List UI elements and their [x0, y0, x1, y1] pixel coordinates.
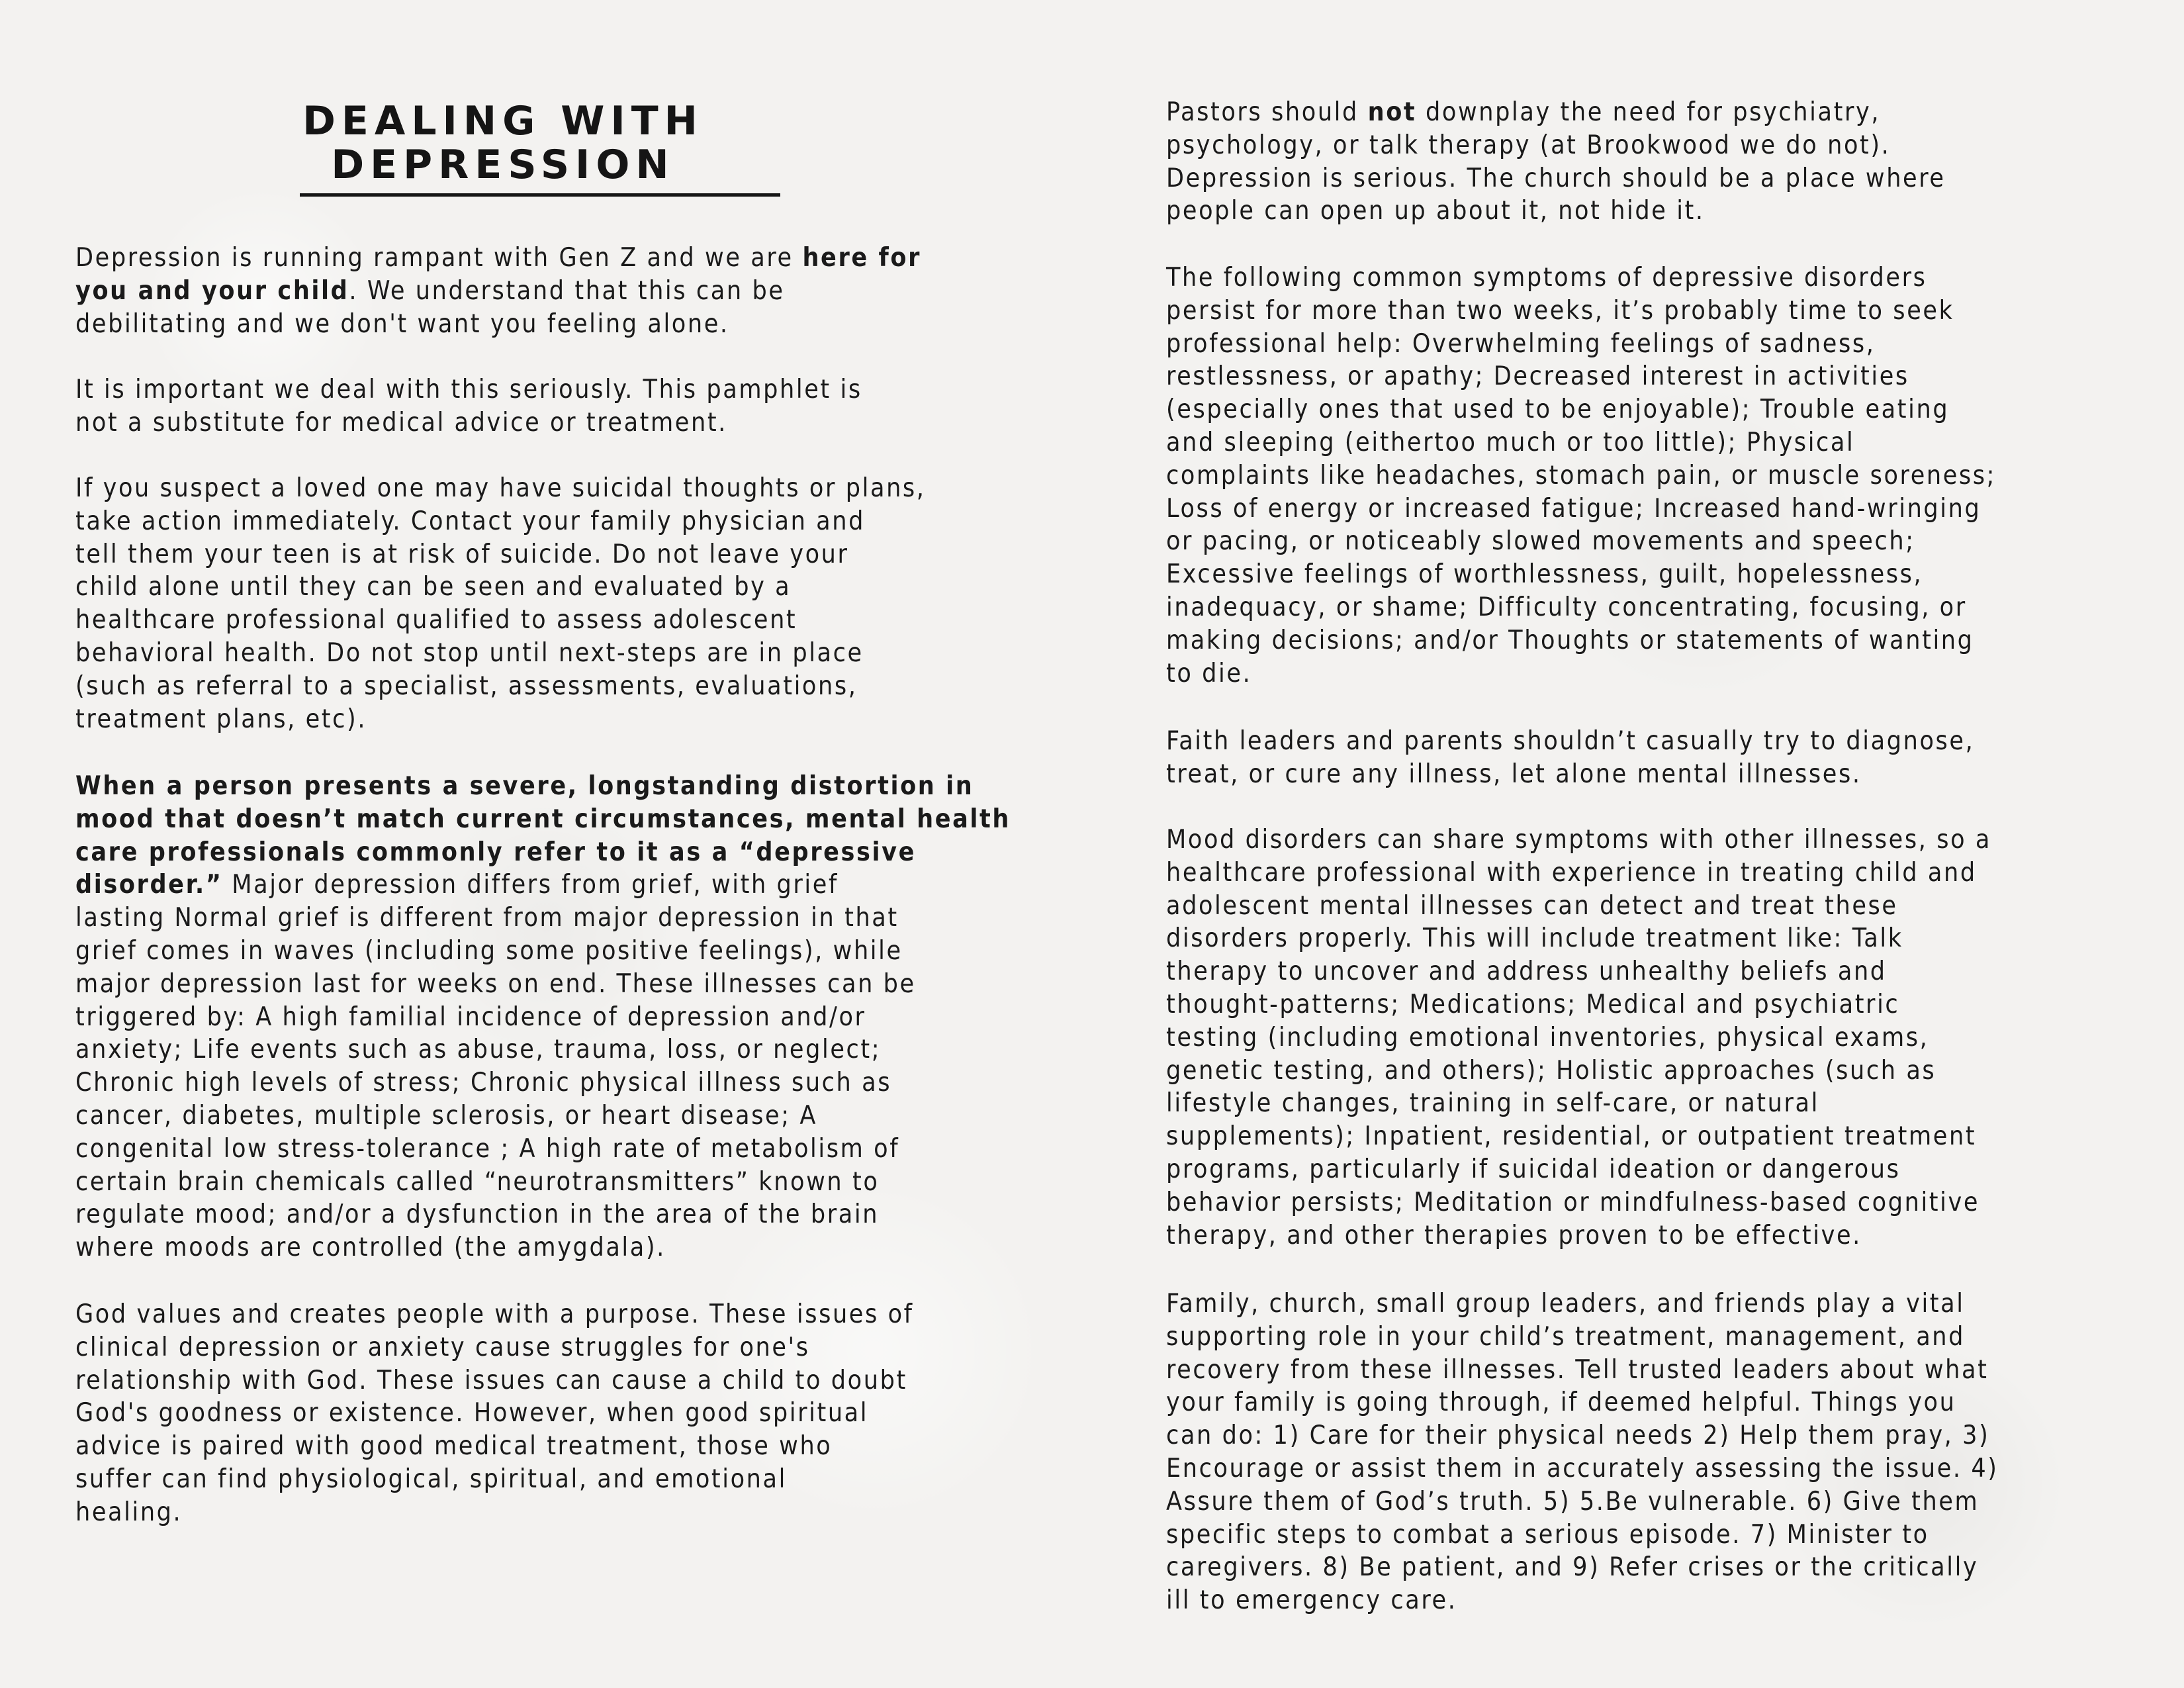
text-line: specific steps to combat a serious episode. 7) Minister to: [1166, 1519, 1929, 1550]
text-line: lifestyle changes, training in self-care, or natural: [1166, 1088, 1819, 1119]
left-paragraph-seriousness: [75, 373, 862, 440]
text-line: Family, church, small group leaders, and friends play a vital: [1166, 1289, 1965, 1319]
right-paragraph-support: [1166, 1288, 1999, 1617]
text-line: God's goodness or existence. However, when good spiritual: [75, 1398, 869, 1429]
text-line: people can open up about it, not hide it.: [1166, 196, 1705, 226]
text-line: your family is going through, if deemed helpful. Things you: [1166, 1387, 1956, 1418]
text-line: Loss of energy or increased fatigue; Increased hand-wringing: [1166, 493, 1981, 524]
text-line: healthcare professional with experience in treating child and: [1166, 857, 1977, 888]
text-line: inadequacy, or shame; Difficulty concentrating, focusing, or: [1166, 592, 1967, 622]
text-line: (such as referral to a specialist, assessments, evaluations,: [75, 671, 858, 701]
text-line: Depression is running rampant with Gen Z and we are here for: [75, 243, 922, 273]
text-line: supplements); Inpatient, residential, or outpatient treatment: [1166, 1121, 1977, 1152]
left-paragraph-intro: [75, 242, 921, 340]
text-line: It is important we deal with this seriously. This pamphlet is: [75, 375, 862, 404]
text-line: not a substitute for medical advice or treatment.: [75, 407, 727, 438]
text-line: child alone until they can be seen and evaluated by a: [75, 572, 792, 602]
text-line: When a person presents a severe, longstanding distortion in: [75, 771, 974, 801]
right-paragraph-treatment: [1166, 823, 1991, 1252]
text-line: professional help: Overwhelming feelings of sadness,: [1166, 328, 1876, 359]
text-line: recovery from these illnesses. Tell trusted leaders about what: [1166, 1354, 1989, 1385]
text-line: therapy, and other therapies proven to be effective.: [1166, 1220, 1862, 1250]
text-line: certain brain chemicals called “neurotransmitters” known to: [75, 1166, 880, 1197]
right-paragraph-pastors: [1166, 96, 1946, 228]
text-line: triggered by: A high familial incidence of depression and/or: [75, 1002, 866, 1032]
text-line: Excessive feelings of worthlessness, guilt, hopelessness,: [1166, 559, 1923, 590]
text-line: care professionals commonly refer to it as a “depressive: [75, 837, 916, 867]
text-line: Faith leaders and parents shouldn’t casually try to diagnose,: [1166, 726, 1975, 756]
text-line: Mood disorders can share symptoms with other illnesses, so a: [1166, 825, 1992, 855]
text-line: Chronic high levels of stress; Chronic physical illness such as: [75, 1068, 892, 1098]
text-line: to die.: [1166, 658, 1252, 688]
text-line: clinical depression or anxiety cause struggles for one's: [75, 1332, 810, 1362]
text-line: disorders properly. This will include treatment like: Talk: [1166, 923, 1903, 954]
text-line: congenital low stress-tolerance ; A high rate of metabolism of: [75, 1133, 900, 1164]
text-line: behavior persists; Meditation or mindfulness-based cognitive: [1166, 1187, 1980, 1217]
text-line: therapy to uncover and address unhealthy beliefs and: [1166, 957, 1887, 987]
text-line: treat, or cure any illness, let alone mental illnesses.: [1166, 759, 1862, 789]
text-line: you and your child. We understand that this can be: [75, 275, 785, 306]
title-line-1: DEALING WITH: [302, 98, 704, 144]
text-line: adolescent mental illnesses can detect and treat these: [1166, 890, 1898, 921]
text-line: supporting role in your child’s treatment, management, and: [1166, 1321, 1966, 1352]
right-paragraph-faith-leaders: [1166, 725, 1974, 791]
text-line: If you suspect a loved one may have suicidal thoughts or plans,: [75, 473, 926, 503]
text-line: caregivers. 8) Be patient, and 9) Refer crises or the critically: [1166, 1552, 1979, 1583]
text-line: where moods are controlled (the amygdala).: [75, 1233, 666, 1263]
text-block: [1166, 129, 1946, 228]
text-line: grief comes in waves (including some positive feelings), while: [75, 935, 903, 966]
title-underline: [300, 193, 780, 197]
text-line: take action immediately. Contact your family physician and: [75, 506, 865, 536]
text-line: anxiety; Life events such as abuse, trauma, loss, or neglect;: [75, 1035, 882, 1065]
text-line: debilitating and we don't want you feeling alone.: [75, 308, 729, 339]
text-line: God values and creates people with a purpose. These issues of: [75, 1299, 914, 1329]
emphasis-text: you and your child: [75, 275, 349, 306]
text-line: can do: 1) Care for their physical needs 2) Help them pray, 3): [1166, 1421, 1990, 1451]
text-line: mood that doesn’t match current circumstances, mental health: [75, 804, 1011, 834]
text-line: restlessness, or apathy; Decreased interest in activities: [1166, 361, 1909, 392]
text-line: treatment plans, etc).: [75, 704, 367, 734]
text-line: thought-patterns; Medications; Medical and psychiatric: [1166, 989, 1900, 1019]
left-paragraph-depressive-disorder: [75, 770, 1011, 1264]
left-paragraph-suicide-risk: [75, 472, 926, 735]
emphasis-text: not: [1367, 97, 1417, 127]
text-line: The following common symptoms of depressive disorders: [1166, 263, 1927, 293]
text-line: or pacing, or noticeably slowed movements and speech;: [1166, 526, 1915, 557]
emphasis-block: [75, 770, 1011, 868]
text-line: suffer can find physiological, spiritual, and emotional: [75, 1464, 787, 1494]
left-paragraph-faith: [75, 1298, 914, 1529]
text-line: psychology, or talk therapy (at Brookwood we do not).: [1166, 130, 1891, 160]
title-line-2: DEPRESSION: [331, 142, 675, 188]
text-line: cancer, diabetes, multiple sclerosis, or heart disease; A: [75, 1100, 817, 1131]
text-line: making decisions; and/or Thoughts or statements of wanting: [1166, 625, 1974, 655]
text-block: [75, 902, 1011, 1264]
text-line: behavioral health. Do not stop until next-steps are in place: [75, 637, 864, 668]
text-line: Depression is serious. The church should be a place where: [1166, 163, 1946, 193]
text-line: testing (including emotional inventories, physical exams,: [1166, 1022, 1929, 1053]
text-line: disorder.” Major depression differs from grief, with grief: [75, 870, 839, 900]
text-line: genetic testing, and others); Holistic approaches (such as: [1166, 1055, 1936, 1086]
text-line: persist for more than two weeks, it’s probably time to seek: [1166, 295, 1954, 326]
text-line: Pastors should not downplay the need for psychiatry,: [1166, 97, 1881, 127]
text-line: programs, particularly if suicidal ideation or dangerous: [1166, 1154, 1901, 1184]
right-paragraph-symptoms: [1166, 261, 1996, 690]
text-line: healthcare professional qualified to assess adolescent: [75, 605, 797, 635]
text-line: regulate mood; and/or a dysfunction in the area of the brain: [75, 1199, 880, 1230]
text-line: (especially ones that used to be enjoyable); Trouble eating: [1166, 395, 1950, 425]
text-line: advice is paired with good medical treatment, those who: [75, 1431, 833, 1462]
text-line: relationship with God. These issues can cause a child to doubt: [75, 1365, 907, 1395]
text-line: ill to emergency care.: [1166, 1585, 1457, 1616]
text-line: complaints like headaches, stomach pain, or muscle soreness;: [1166, 460, 1997, 491]
text-line: major depression last for weeks on end. These illnesses can be: [75, 968, 916, 999]
page-title: [225, 99, 781, 187]
text-line: lasting Normal grief is different from major depression in that: [75, 903, 899, 933]
text-line: Assure them of God’s truth. 5) 5.Be vulnerable. 6) Give them: [1166, 1486, 1979, 1517]
text-line: and sleeping (eithertoo much or too little); Physical: [1166, 427, 1855, 457]
emphasis-text: here for: [802, 243, 922, 273]
text-line: tell them your teen is at risk of suicide. Do not leave your: [75, 539, 849, 569]
text-line: Encourage or assist them in accurately assessing the issue. 4): [1166, 1453, 1999, 1483]
emphasis-text: disorder.”: [75, 870, 223, 900]
text-line: healing.: [75, 1497, 183, 1527]
